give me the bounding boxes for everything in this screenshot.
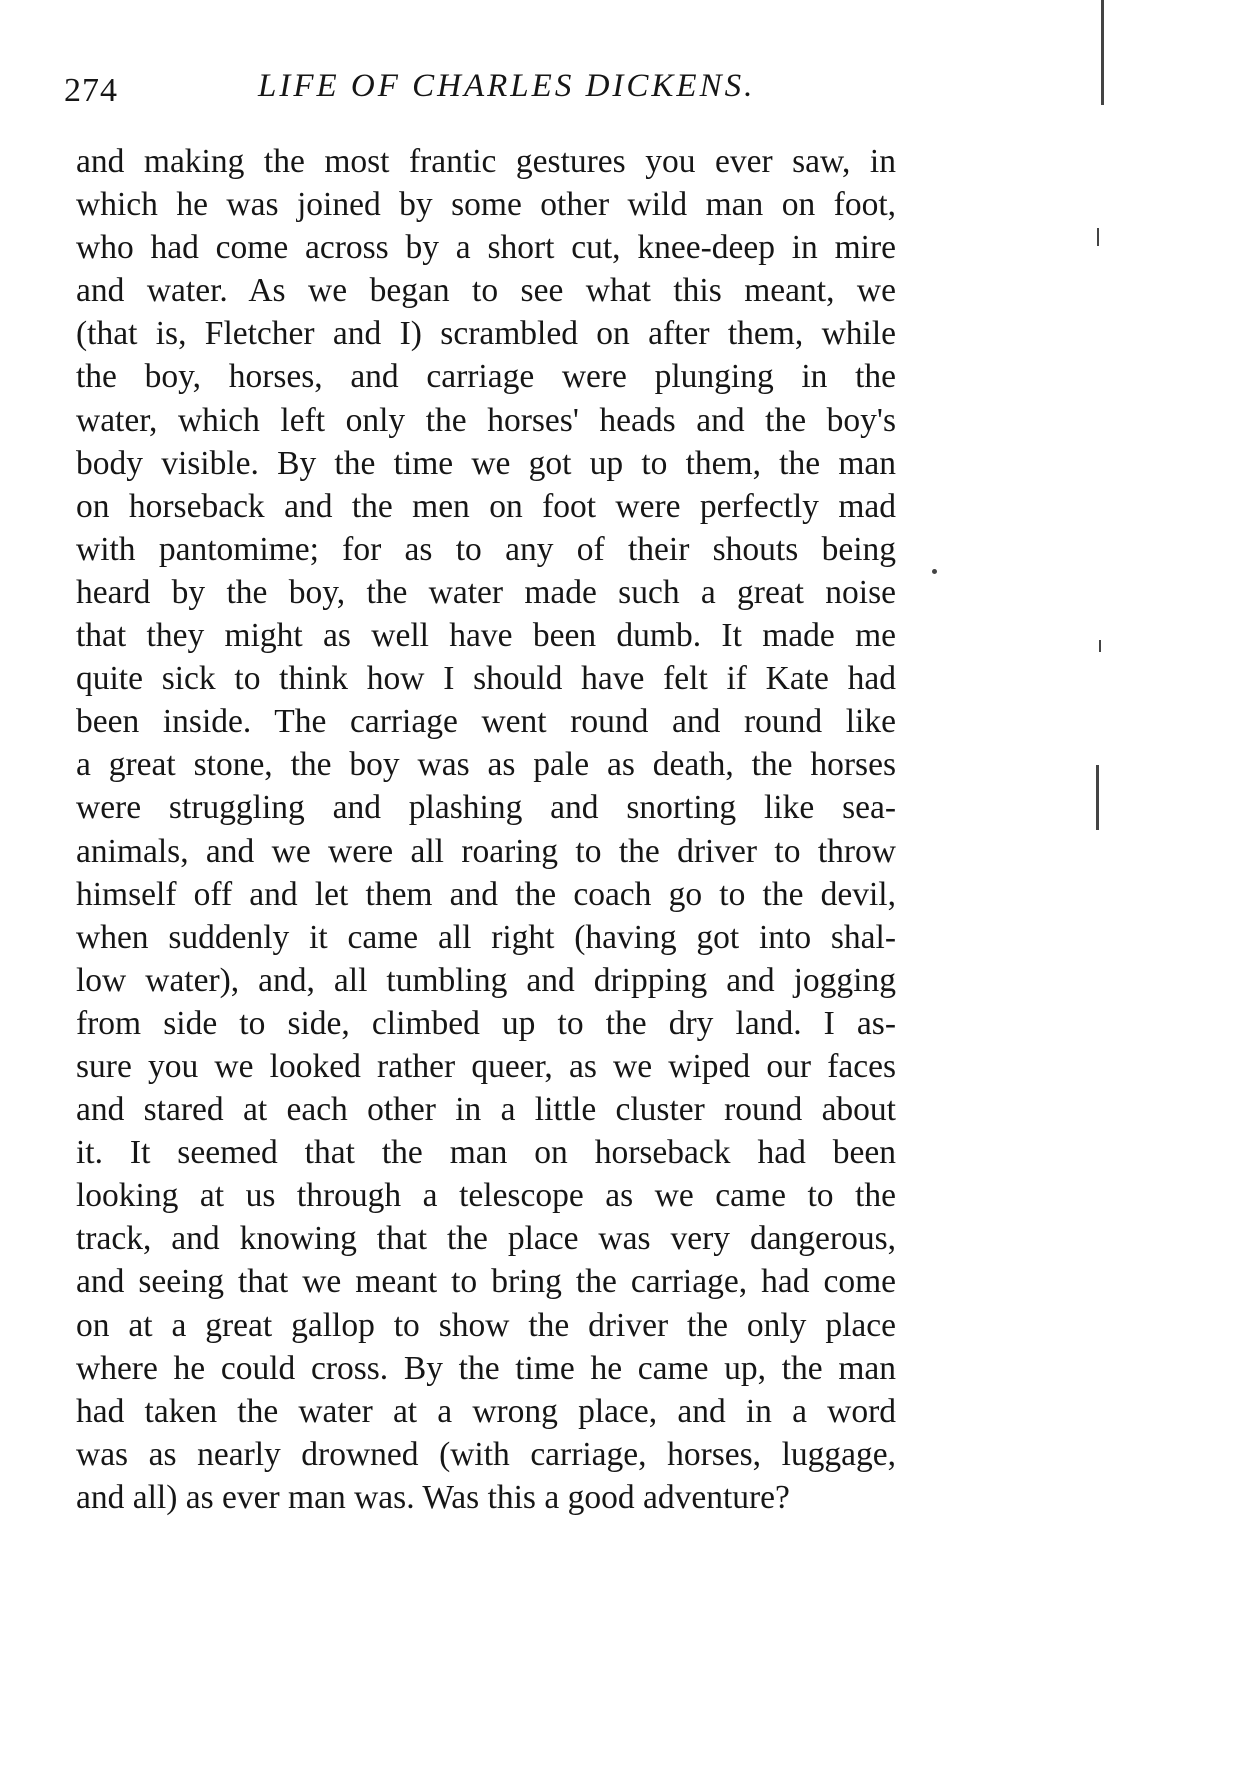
page-number: 274 bbox=[64, 72, 118, 109]
running-head: LIFE OF CHARLES DICKENS. bbox=[258, 68, 756, 104]
text-line: was as nearly drowned (with carriage, horses, luggage, bbox=[76, 1435, 896, 1473]
text-line: low water), and, all tumbling and dripping and jogging bbox=[76, 961, 896, 999]
text-line: which he was joined by some other wild man on foot, bbox=[76, 186, 896, 224]
text-line: and making the most frantic gestures you ever saw, in bbox=[76, 143, 896, 180]
text-line: had taken the water at a wrong place, and in a word bbox=[76, 1392, 896, 1430]
text-line: where he could cross. By the time he came up, the man bbox=[76, 1349, 896, 1387]
text-line: were struggling and plashing and snorting like sea- bbox=[76, 789, 896, 827]
text-line: when suddenly it came all right (having got into shal- bbox=[76, 918, 896, 956]
text-line: quite sick to think how I should have felt if Kate had bbox=[76, 660, 896, 698]
text-line: on at a great gallop to show the driver the only place bbox=[76, 1306, 896, 1344]
text-line: it. It seemed that the man on horseback had been bbox=[76, 1134, 896, 1172]
text-line: and water. As we began to see what this meant, we bbox=[76, 272, 896, 310]
scan-speck bbox=[1099, 640, 1101, 652]
text-line: been inside. The carriage went round and round like bbox=[76, 703, 896, 741]
scan-speck bbox=[932, 569, 937, 574]
text-line: and seeing that we meant to bring the carriage, had come bbox=[76, 1263, 896, 1301]
text-line: who had come across by a short cut, knee-deep in mire bbox=[76, 229, 896, 267]
text-line: on horseback and the men on foot were perfectly mad bbox=[76, 487, 896, 525]
text-line: heard by the boy, the water made such a great noise bbox=[76, 573, 896, 611]
text-line: a great stone, the boy was as pale as death, the horses bbox=[76, 746, 896, 784]
text-line: water, which left only the horses' heads and the boy's bbox=[76, 401, 896, 439]
text-line: with pantomime; for as to any of their shouts being bbox=[76, 530, 896, 568]
text-line: (that is, Fletcher and I) scrambled on after them, while bbox=[76, 315, 896, 353]
text-line: animals, and we were all roaring to the driver to throw bbox=[76, 832, 896, 870]
text-line: sure you we looked rather queer, as we wiped our faces bbox=[76, 1047, 896, 1085]
text-line: body visible. By the time we got up to them, the man bbox=[76, 444, 896, 482]
text-line: track, and knowing that the place was very dangerous, bbox=[76, 1220, 896, 1258]
text-line: and all) as ever man was. Was this a good adventure? bbox=[76, 1478, 790, 1516]
scan-speck bbox=[1096, 765, 1099, 830]
text-line: the boy, horses, and carriage were plunging in the bbox=[76, 358, 896, 396]
text-line: that they might as well have been dumb. It made me bbox=[76, 617, 896, 655]
text-line: and stared at each other in a little cluster round about bbox=[76, 1091, 896, 1129]
body-text bbox=[76, 140, 896, 1519]
scan-speck bbox=[1097, 228, 1099, 246]
text-line: from side to side, climbed up to the dry land. I as- bbox=[76, 1004, 896, 1042]
text-line: looking at us through a telescope as we came to the bbox=[76, 1177, 896, 1215]
scan-edge-line bbox=[1101, 0, 1104, 105]
text-line: himself off and let them and the coach go to the devil, bbox=[76, 875, 896, 913]
